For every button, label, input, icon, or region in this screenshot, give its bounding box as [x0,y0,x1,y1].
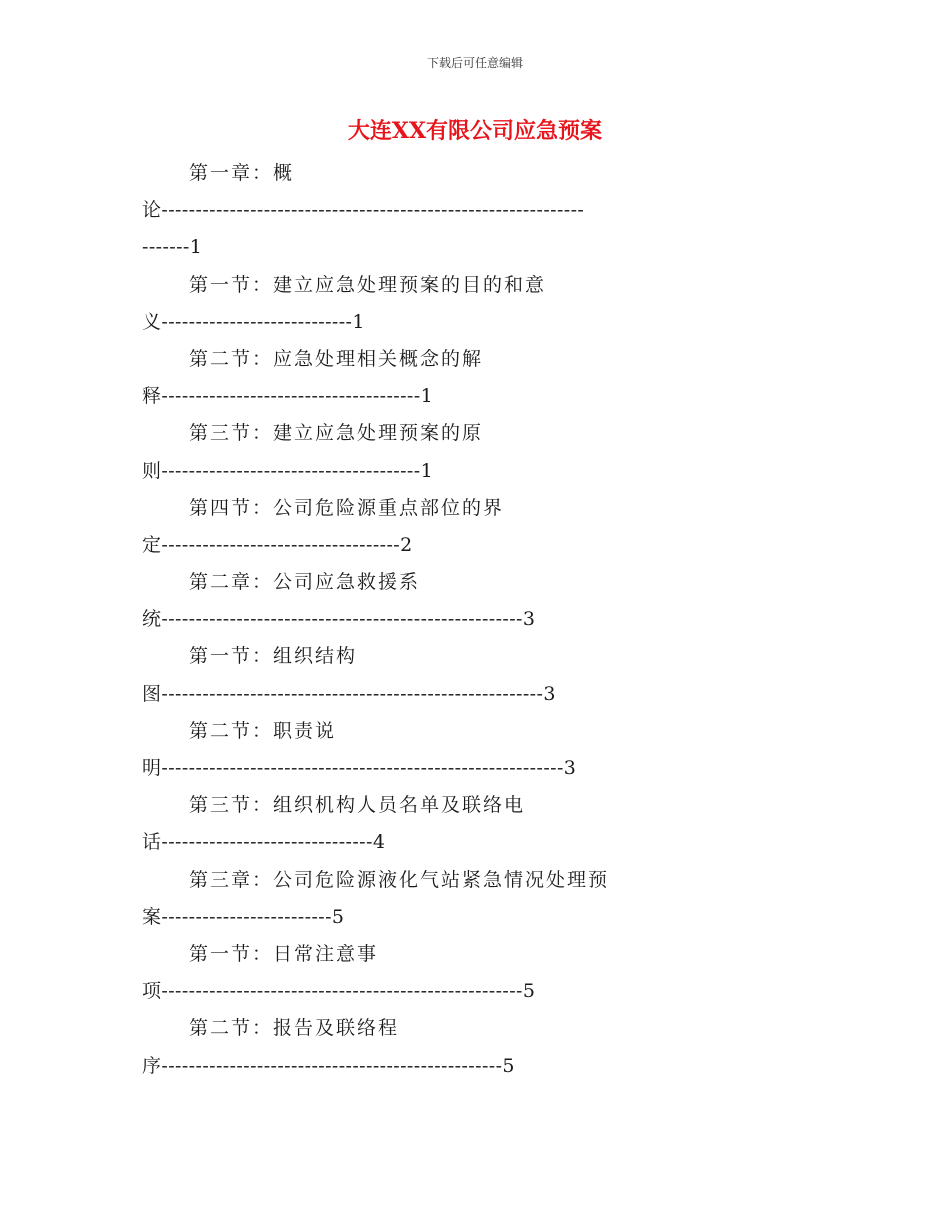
toc-entry-tail-char: 则 [142,459,162,482]
toc-entry-leader-line [142,1048,812,1085]
toc-dot-leader: ------------------------- [161,905,332,928]
toc-entry-leader-line [142,378,812,415]
toc-entry-leader-line [142,824,812,861]
toc-dot-leader: -------------------------------------------------- [161,1054,503,1077]
toc-dot-leader: ----------------------------------- [161,533,401,556]
toc-entry-tail-char: 释 [142,385,162,408]
toc-dot-leader: ----------------------------------------------------- [161,980,523,1003]
toc-page-number: 1 [420,385,433,408]
toc-entry-leader-line [142,527,812,564]
toc-entry-tail-char: 统 [142,608,162,631]
toc-dot-leader: -------------------------------------- [161,459,421,482]
toc-entry-tail-char: 义 [142,310,162,333]
toc-page-number: 3 [543,682,556,705]
toc-page-number: 2 [400,533,413,556]
toc-entry-heading: 第二节：职责说 [189,719,337,742]
toc-entry-heading: 第四节：公司危险源重点部位的界 [189,496,505,519]
toc-entry-heading: 第二节：应急处理相关概念的解 [189,347,484,370]
toc-entry-heading: 第二章：公司应急救援系 [189,571,421,594]
toc-entry-leader-line [142,304,812,341]
table-of-contents [142,155,812,1085]
toc-entry-heading: 第三章：公司危险源液化气站紧急情况处理预 [189,868,610,891]
toc-entry-leader-line [142,899,812,936]
toc-entry-tail-char: 图 [142,682,162,705]
toc-page-number: 1 [420,459,433,482]
toc-dot-leader: -------------------------------------- [161,385,421,408]
toc-entry-heading: 第二节：报告及联络程 [189,1017,400,1040]
toc-entry-heading: 第一节：建立应急处理预案的目的和意 [189,273,547,296]
toc-entry-tail-char: 定 [142,533,162,556]
toc-entry-heading: 第一节：组织结构 [189,645,358,668]
toc-entry-heading: 第一节：日常注意事 [189,942,379,965]
toc-dot-leader: ----------------------------------------------------------- [161,757,564,779]
toc-dot-leader: ----------------------------------------------------- [161,608,523,631]
toc-entry-tail-char: 案 [142,905,162,928]
toc-entry-leader-line [142,676,812,713]
toc-page-number: 5 [502,1054,515,1077]
toc-entry-tail-char: 论 [142,199,162,222]
toc-dot-leader: -------------------------------------------------------------- [161,199,585,222]
toc-dot-leader: ------------------------------- [161,831,373,854]
toc-page-number: 5 [522,980,535,1003]
toc-dot-leader: ---------------------------- [161,310,353,333]
toc-page-number: 1 [189,236,202,259]
toc-page-number: 3 [563,757,576,779]
toc-entry-tail-char: 话 [142,831,162,854]
toc-dot-leader: ------- [142,236,190,259]
toc-entry-tail-char: 序 [142,1054,162,1077]
toc-page-number: 4 [372,831,385,854]
toc-entry-leader-line [142,192,812,229]
toc-entry-tail-char: 明 [142,757,162,779]
toc-entry-leader-line [142,601,812,638]
document-title: 大连XX有限公司应急预案 [347,118,603,144]
toc-entry-leader-line [142,750,812,787]
toc-entry-heading: 第三节：建立应急处理预案的原 [189,422,484,445]
toc-entry-heading: 第三节：组织机构人员名单及联络电 [189,794,526,817]
header-note: 下载后可任意编辑 [426,56,523,70]
toc-entry-leader-line [142,973,812,1010]
toc-page-number: 5 [331,905,344,928]
toc-entry-leader-line [142,229,812,266]
toc-dot-leader: -------------------------------------------------------- [161,682,544,705]
toc-entry-tail-char: 项 [142,980,162,1003]
toc-page-number: 1 [352,310,365,333]
toc-page-number: 3 [522,608,535,631]
toc-entry-leader-line [142,453,812,490]
toc-entry-heading: 第一章：概 [189,162,295,184]
